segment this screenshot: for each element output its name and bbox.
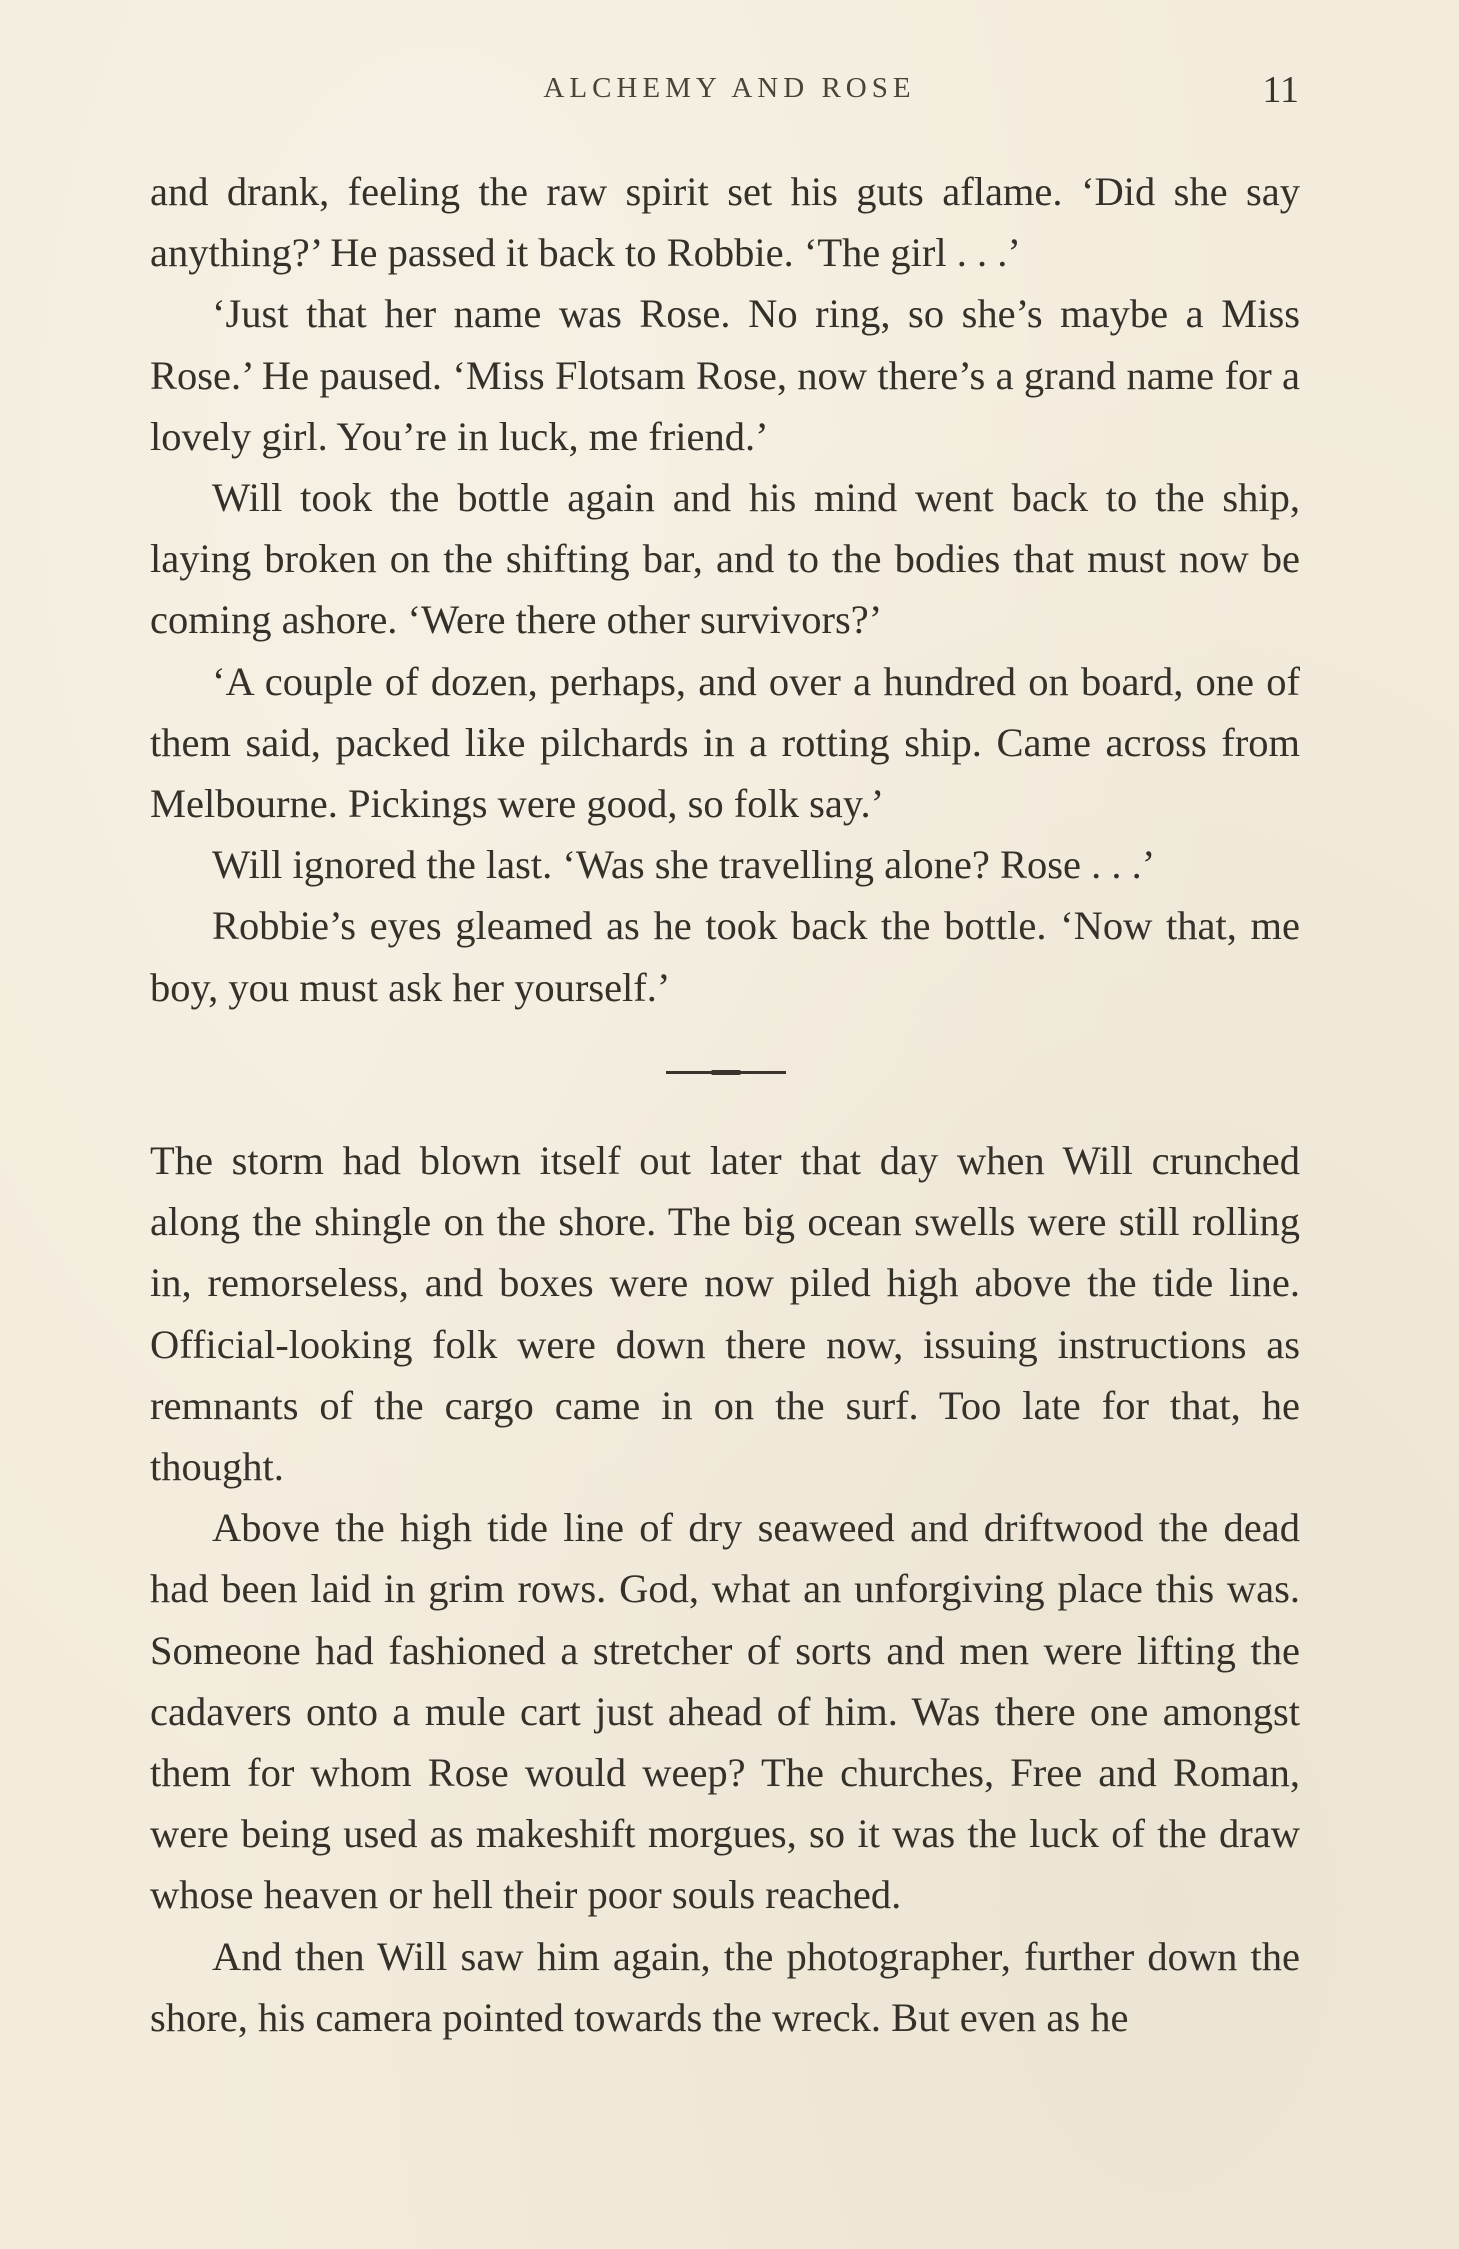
running-title: ALCHEMY AND ROSE: [543, 72, 916, 104]
paragraph: Will took the bottle again and his mind went back to the ship, laying broken on the shifting bar, and to the bodies that must now be coming ashore. ‘Were there other survivors?’: [150, 475, 1300, 643]
text-block-before-break: [150, 161, 1300, 1018]
paragraph: And then Will saw him again, the photographer, further down the shore, his camera pointed towards the wreck. But even as he: [150, 1933, 1300, 2040]
page-number: 11: [1262, 69, 1299, 111]
paragraph: Will ignored the last. ‘Was she travelling alone? Rose . . .’: [212, 842, 1156, 888]
paragraph: and drank, feeling the raw spirit set his guts aflame. ‘Did she say anything?’ He passed it back to Robbie. ‘The girl . . .’: [150, 169, 1300, 276]
section-break-ornament: [666, 1071, 786, 1074]
paragraph: ‘A couple of dozen, perhaps, and over a hundred on board, one of them said, packed like pilchards in a rotting ship. Came across from Melbourne. Pickings were good, so folk say.’: [150, 658, 1300, 827]
text-block-after-break: [150, 1130, 1300, 2048]
paragraph: Above the high tide line of dry seaweed and driftwood the dead had been laid in grim rows. God, what an unforgiving place this was. Someone had fashioned a stretcher of sorts and men were lifting the cadavers onto a mule cart just ahead of him. Was there one amongst them for whom Rose would weep? The churches, Free and Roman, were being used as makeshift morgues, so it was the luck of the draw whose heaven or hell their poor souls reached.: [150, 1505, 1300, 1918]
paragraph: ‘Just that her name was Rose. No ring, so she’s maybe a Miss Rose.’ He paused. ‘Miss Flotsam Rose, now there’s a grand name for a lovely girl. You’re in luck, me friend.’: [150, 291, 1300, 459]
paragraph: The storm had blown itself out later that day when Will crunched along the shingle on the shore. The big ocean swells were still rolling in, remorseless, and boxes were now piled high above the tide line. Official-looking folk were down there now, issuing instructions as remnants of the cargo came in on the surf. Too late for that, he thought.: [150, 1138, 1300, 1490]
running-head: [0, 69, 1459, 112]
paragraph: Robbie’s eyes gleamed as he took back the bottle. ‘Now that, me boy, you must ask her yourself.’: [150, 903, 1300, 1010]
